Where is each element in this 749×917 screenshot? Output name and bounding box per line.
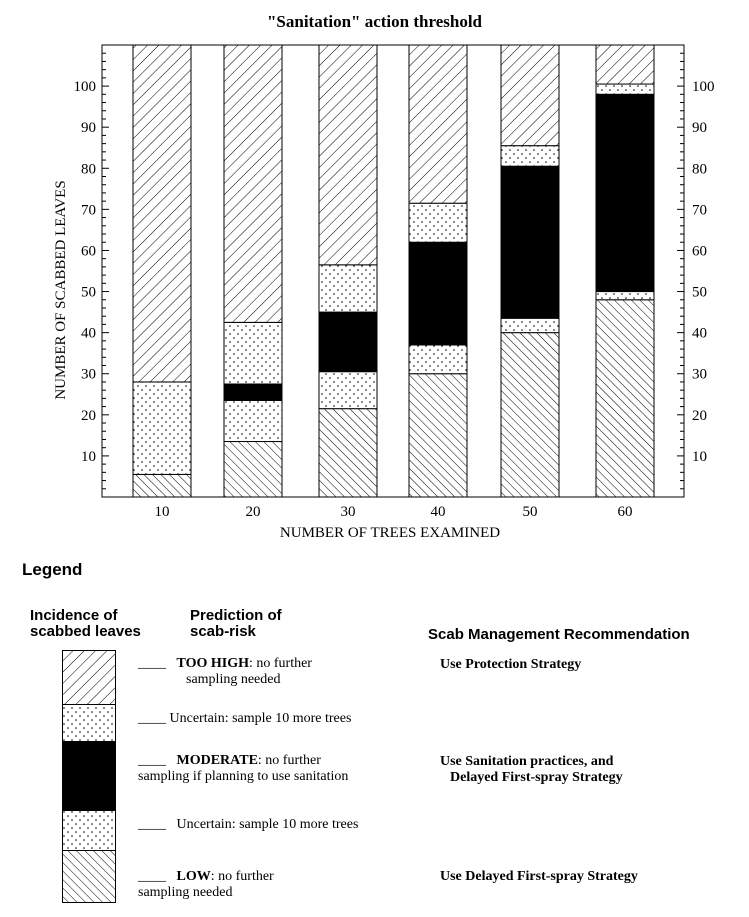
legend-uncertain-low-prediction: ____ Uncertain: sample 10 more trees [138,817,359,832]
legend-swatch-uncertain-low [63,811,116,851]
bar-50-uncertain-high [501,146,559,167]
legend-too-high-recommendation: Use Protection Strategy [440,657,582,672]
y-tick-label-right: 50 [692,284,707,301]
bar-20-uncertain-high [224,322,282,384]
bar-60-low [596,300,654,497]
y-axis-label: NUMBER OF SCABBED LEAVES [53,180,69,400]
legend-too-high-prediction: ____ TOO HIGH: no further sampling needed [138,656,312,687]
bar-50-moderate [501,166,559,318]
y-tick-label-right: 40 [692,325,707,342]
y-tick-label-right: 10 [692,448,707,465]
bar-40-uncertain-high [409,203,467,242]
chart-title: "Sanitation" action threshold [266,12,483,31]
legend-swatch-low [63,851,116,903]
bar-60-moderate [596,94,654,291]
legend-low-prediction: ____ LOW: no further sampling needed [138,869,274,900]
x-tick-label: 30 [340,504,356,520]
y-tick-label-left: 80 [81,161,96,178]
bar-30-uncertain-high [319,265,377,312]
y-tick-label-left: 70 [81,202,96,219]
y-tick-label-left: 60 [81,243,96,260]
legend-col-prediction-line2: scab-risk [190,623,256,640]
legend-col-prediction-line1: Prediction of [190,607,282,624]
legend-low-recommendation: Use Delayed First-spray Strategy [440,869,638,884]
bar-10-too-high [133,45,191,382]
legend-col-incidence-line2: scabbed leaves [30,623,141,640]
y-tick-label-left: 100 [73,79,96,96]
x-tick-label: 50 [522,504,538,520]
bar-20-too-high [224,45,282,322]
legend-heading: Legend [22,560,83,579]
bar-40-low [409,374,467,497]
bar-40-too-high [409,45,467,203]
y-tick-label-left: 20 [81,407,96,424]
legend-col-incidence [30,608,141,640]
y-tick-label-left: 90 [81,120,96,137]
y-tick-label-left: 50 [81,284,96,301]
x-tick-label: 10 [154,504,170,520]
bar-30-low [319,409,377,497]
bar-10-uncertain-low [133,382,191,474]
bar-30-moderate [319,312,377,372]
legend-swatch-column [62,650,122,905]
y-tick-label-right: 70 [692,202,707,219]
legend-col-incidence-line1: Incidence of [30,607,118,624]
legend-swatch-too-high [63,651,116,705]
bar-50-uncertain-low [501,318,559,332]
y-tick-label-right: 100 [692,79,715,96]
legend-moderate-prediction: ____ MODERATE: no further sampling if planning to use sanitation [138,753,349,784]
y-tick-label-right: 80 [692,161,707,178]
bar-60-uncertain-low [596,292,654,300]
bar-40-moderate [409,242,467,345]
x-tick-label: 60 [617,504,633,520]
legend-swatch-uncertain-high [63,705,116,742]
legend-swatch-moderate [63,742,116,811]
bar-10-low [133,474,191,497]
bar-30-too-high [319,45,377,265]
bar-50-low [501,333,559,497]
bar-30-uncertain-low [319,372,377,409]
y-tick-label-left: 40 [81,325,96,342]
bar-20-moderate [224,384,282,400]
legend-col-prediction [190,608,282,640]
y-tick-label-right: 20 [692,407,707,424]
bar-60-uncertain-high [596,84,654,94]
y-tick-label-left: 10 [81,448,96,465]
bar-50-too-high [501,45,559,146]
x-tick-label: 20 [245,504,261,520]
legend-uncertain-high-prediction: ____ Uncertain: sample 10 more trees [138,711,352,726]
y-tick-label-left: 30 [81,366,96,383]
y-tick-label-right: 30 [692,366,707,383]
legend-moderate-recommendation: Use Sanitation practices, and Delayed First-spray Strategy [440,754,623,785]
y-tick-label-right: 60 [692,243,707,260]
x-axis-label: NUMBER OF TREES EXAMINED [279,525,501,541]
x-tick-label: 40 [430,504,446,520]
bars-group [133,45,654,497]
bar-40-uncertain-low [409,345,467,374]
y-tick-label-right: 90 [692,120,707,137]
legend-col-recommendation: Scab Management Recommendation [428,626,690,643]
bar-60-too-high [596,45,654,84]
bar-20-low [224,442,282,497]
bar-20-uncertain-low [224,400,282,441]
